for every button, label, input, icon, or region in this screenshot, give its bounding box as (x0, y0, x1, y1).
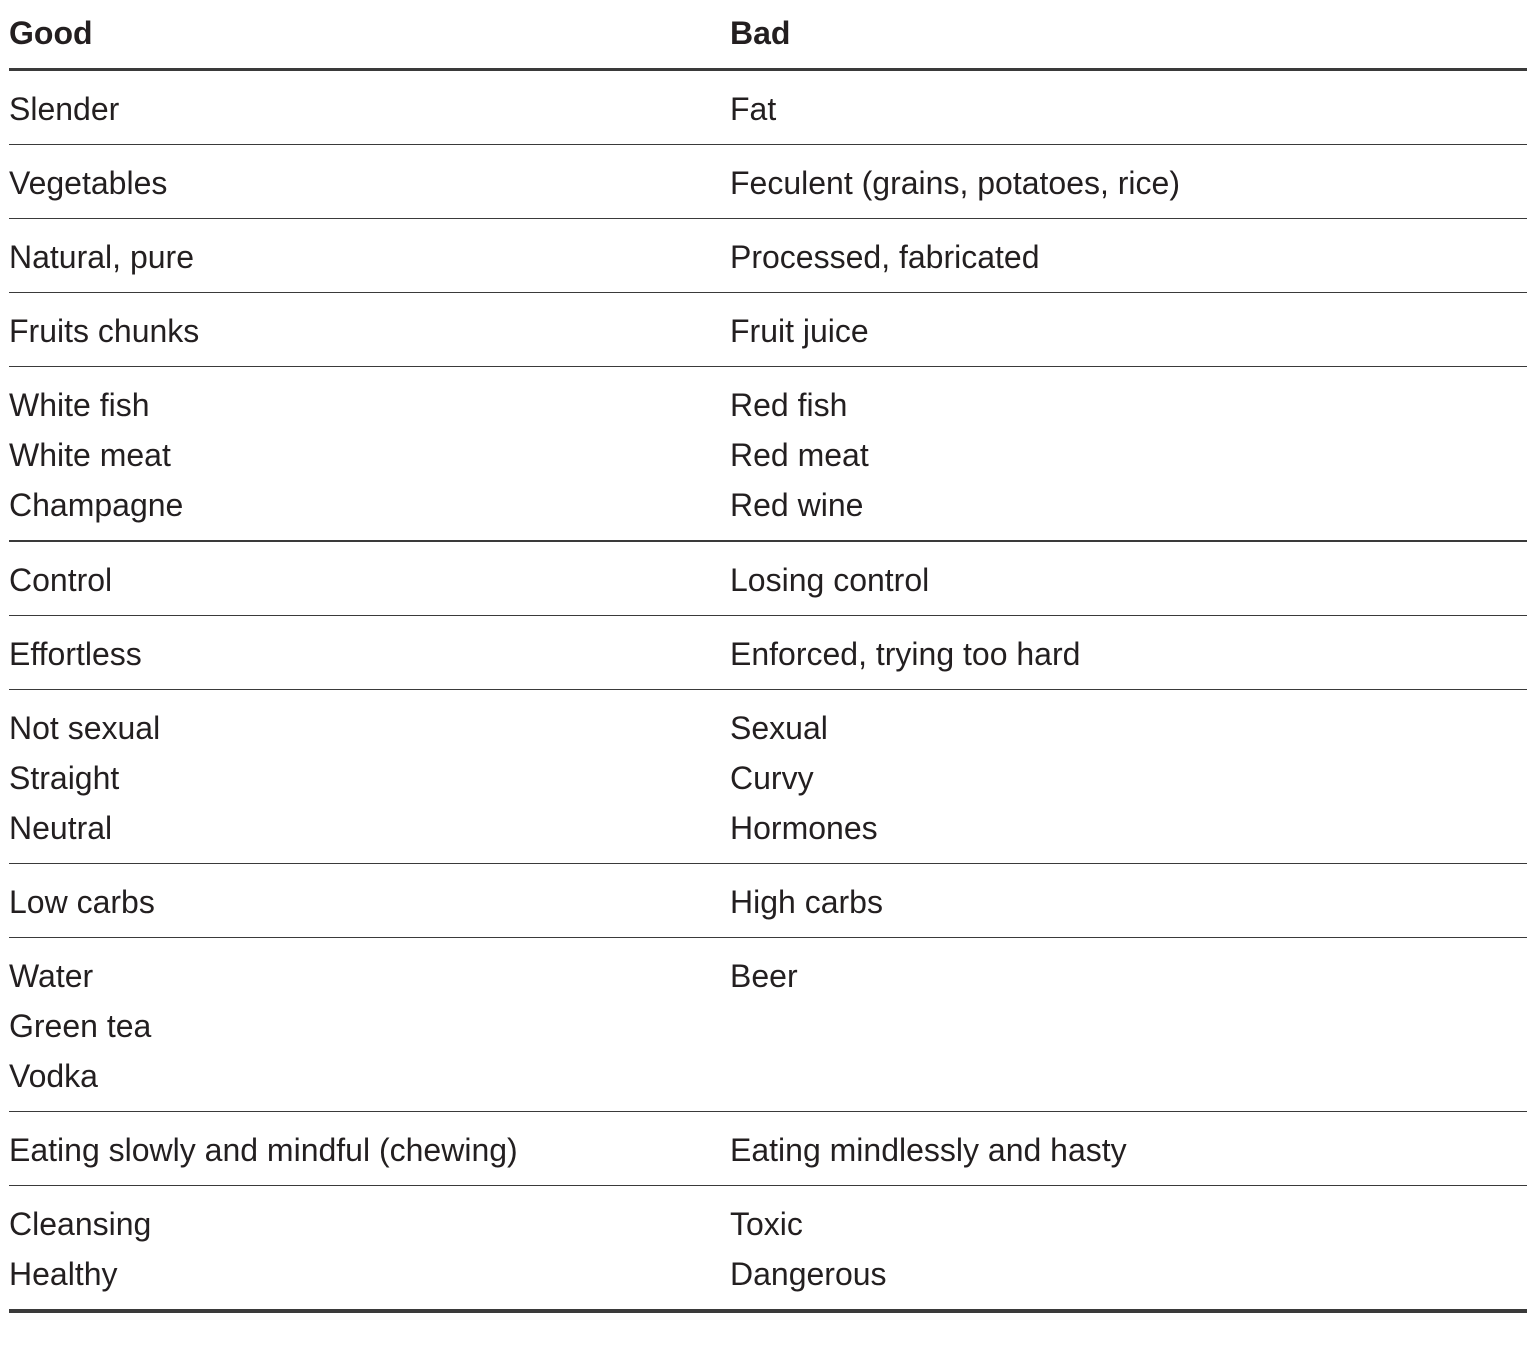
table-row (9, 1186, 1527, 1312)
good-item: Champagne (9, 487, 184, 523)
table-row (9, 145, 1527, 219)
good-cell-content (9, 864, 730, 937)
table-row (9, 864, 1527, 938)
bad-cell-content (730, 690, 1527, 863)
good-cell (9, 1186, 730, 1312)
bad-cell (730, 219, 1527, 293)
bad-cell-content (730, 1112, 1527, 1185)
good-cell-content (9, 1186, 730, 1309)
good-item: White fish (9, 387, 150, 423)
bad-cell-content (730, 293, 1527, 366)
bad-item: Dangerous (730, 1256, 887, 1292)
good-item: Control (9, 562, 113, 598)
bad-item: Red wine (730, 487, 864, 523)
good-item: Water (9, 958, 94, 994)
bad-cell (730, 864, 1527, 938)
bad-cell (730, 70, 1527, 145)
good-item: Vodka (9, 1058, 98, 1094)
bad-cell (730, 690, 1527, 864)
good-cell-content (9, 1112, 730, 1185)
bad-cell-content (730, 145, 1527, 218)
good-cell (9, 541, 730, 616)
bad-item: Fat (730, 91, 777, 127)
bad-item: Red meat (730, 437, 869, 473)
good-item: Vegetables (9, 165, 168, 201)
good-cell (9, 1112, 730, 1186)
bad-item: Toxic (730, 1206, 803, 1242)
good-item: Not sexual (9, 710, 161, 746)
table-body (9, 70, 1527, 1312)
table-row (9, 70, 1527, 145)
good-cell-content (9, 367, 730, 540)
bad-item: Hormones (730, 810, 878, 846)
bad-item: High carbs (730, 884, 883, 920)
bad-cell (730, 541, 1527, 616)
good-item: Healthy (9, 1256, 118, 1292)
good-item: Cleansing (9, 1206, 152, 1242)
bad-cell-content (730, 864, 1527, 937)
header-bad: Bad (730, 0, 1527, 70)
good-cell-content (9, 542, 730, 615)
bad-cell-content (730, 542, 1527, 615)
good-cell (9, 690, 730, 864)
good-item: Natural, pure (9, 239, 194, 275)
table-row (9, 938, 1527, 1112)
good-cell (9, 70, 730, 145)
good-cell (9, 219, 730, 293)
good-item: Neutral (9, 810, 113, 846)
good-cell-content (9, 616, 730, 689)
good-cell-content (9, 293, 730, 366)
bad-cell-content (730, 219, 1527, 292)
bad-cell-content (730, 71, 1527, 144)
good-item: Effortless (9, 636, 142, 672)
bad-item: Feculent (grains, potatoes, rice) (730, 165, 1180, 201)
good-cell (9, 938, 730, 1112)
bad-cell (730, 1186, 1527, 1312)
table-row (9, 616, 1527, 690)
bad-cell-content (730, 1186, 1527, 1309)
good-item: White meat (9, 437, 171, 473)
bad-item: Red fish (730, 387, 848, 423)
table-row (9, 541, 1527, 616)
bad-cell-content (730, 616, 1527, 689)
table-header-row (9, 0, 1527, 70)
good-item: Eating slowly and mindful (chewing) (9, 1132, 518, 1168)
bad-item: Sexual (730, 710, 828, 746)
good-bad-table (9, 0, 1527, 1313)
good-cell (9, 293, 730, 367)
bad-cell (730, 938, 1527, 1112)
bad-cell (730, 293, 1527, 367)
bad-cell (730, 145, 1527, 219)
good-cell (9, 367, 730, 542)
good-cell-content (9, 71, 730, 144)
bad-cell (730, 367, 1527, 542)
bad-cell (730, 1112, 1527, 1186)
bad-item: Curvy (730, 760, 814, 796)
good-item: Slender (9, 91, 120, 127)
bad-cell-content (730, 367, 1527, 540)
table-row (9, 690, 1527, 864)
table-row (9, 219, 1527, 293)
header-good: Good (9, 0, 730, 70)
good-cell-content (9, 690, 730, 863)
bad-item: Enforced, trying too hard (730, 636, 1081, 672)
table-row (9, 367, 1527, 542)
table-row (9, 1112, 1527, 1186)
good-cell-content (9, 219, 730, 292)
good-cell (9, 864, 730, 938)
bad-item: Fruit juice (730, 313, 869, 349)
good-cell-content (9, 938, 730, 1111)
good-item: Straight (9, 760, 120, 796)
bad-cell (730, 616, 1527, 690)
good-cell-content (9, 145, 730, 218)
comparison-table-container (9, 0, 1527, 1313)
bad-item: Processed, fabricated (730, 239, 1040, 275)
bad-item: Losing control (730, 562, 930, 598)
bad-cell-content (730, 938, 1527, 1011)
table-row (9, 293, 1527, 367)
good-item: Green tea (9, 1008, 152, 1044)
good-cell (9, 145, 730, 219)
bad-item: Beer (730, 958, 798, 994)
bad-item: Eating mindlessly and hasty (730, 1132, 1127, 1168)
good-cell (9, 616, 730, 690)
good-item: Fruits chunks (9, 313, 200, 349)
good-item: Low carbs (9, 884, 155, 920)
